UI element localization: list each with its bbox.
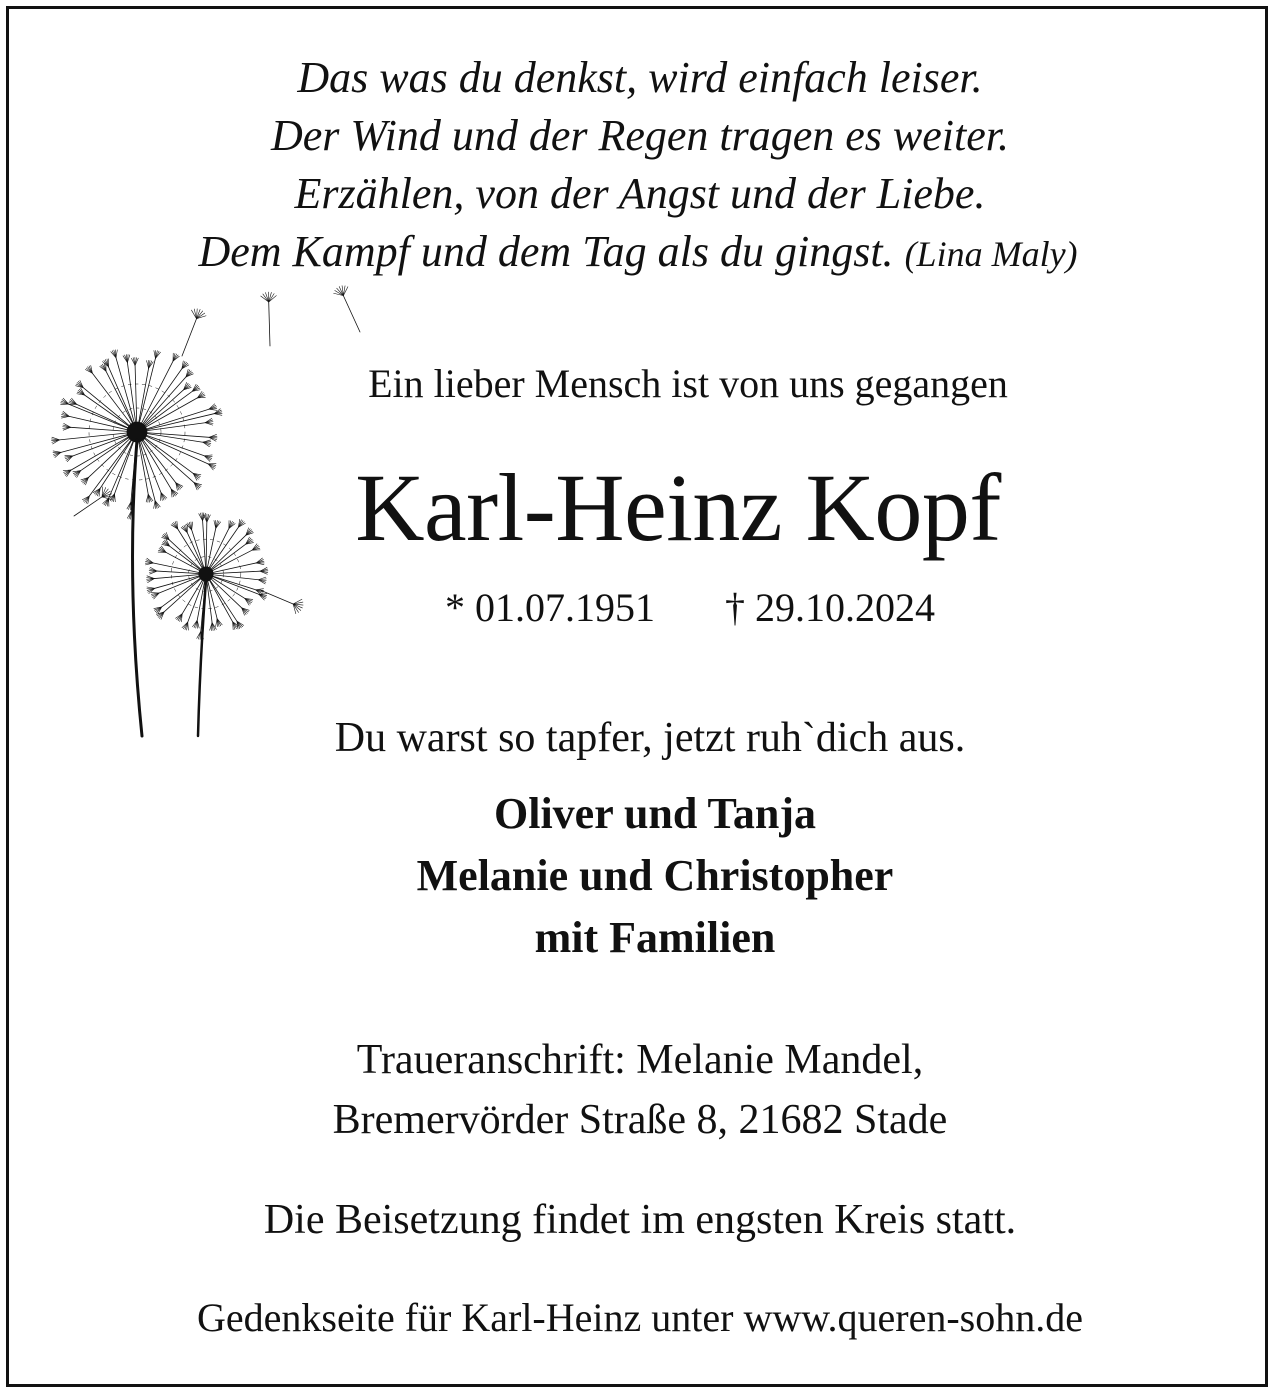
life-dates [50,584,1280,631]
poem-line-3: Erzählen, von der Angst und der Liebe. [294,169,986,218]
family-line-2: Melanie und Christopher [416,851,894,900]
birth-date: * 01.07.1951 [445,585,655,630]
poem-line-2: Der Wind und der Regen tragen es weiter. [270,111,1010,160]
motto-text: Du warst so tapfer, jetzt ruh`dich aus. [334,715,966,761]
memorial-link-text: Gedenkseite für Karl-Heinz unter www.queren-sohn.de [197,1295,1083,1340]
burial-note: Die Beisetzung findet im engsten Kreis statt. [263,1197,1017,1243]
poem-line-4: Dem Kampf und dem Tag als du gingst. (Lina Maly) [198,227,1078,276]
address-line-1: Traueranschrift: Melanie Mandel, [356,1037,924,1083]
intro-text: Ein lieber Mensch ist von uns gegangen [368,361,1008,406]
address-line-2: Bremervörder Straße 8, 21682 Stade [332,1097,948,1143]
poem-author: (Lina Maly) [904,234,1078,274]
deceased-name: Karl-Heinz Kopf [355,454,1001,561]
family-line-1: Oliver und Tanja [494,789,816,838]
family-line-3: mit Familien [534,913,776,962]
poem-line-1: Das was du denkst, wird einfach leiser. [297,53,983,102]
death-date: † 29.10.2024 [725,585,935,630]
